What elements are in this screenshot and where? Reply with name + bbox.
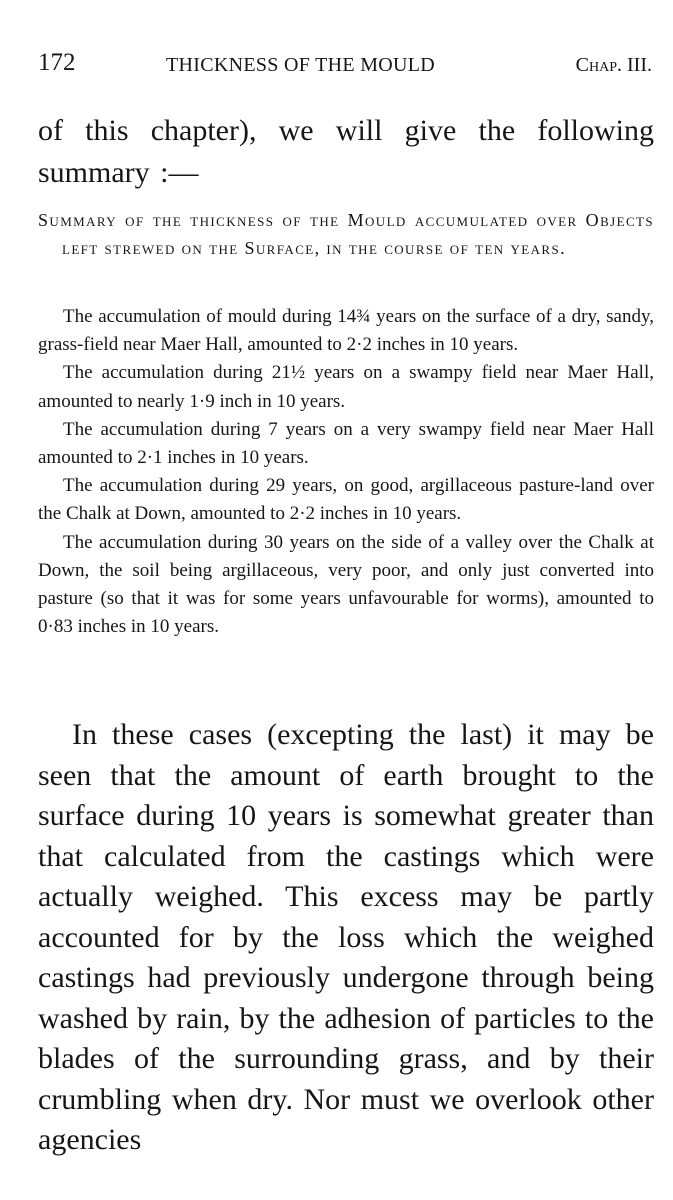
summary-item: The accumulation during 7 years on a very swampy field near Maer Hall amounted to 2·1 inches in 10 years. [38,418,654,469]
summary-list [38,303,654,641]
body-paragraph: In these cases (excepting the last) it may be seen that the amount of earth brought to the surface during 10 years is somewhat greater than that calculated from the castings which were actually weighed. This excess may be partly accounted for by the loss which the weighed castings had previously undergone through being washed by rain, by the adhesion of particles to the blades of the surrounding grass, and by their crumbling when dry. Nor must we overlook other agencies [38,718,654,1156]
running-title: THICKNESS OF THE MOULD [166,54,436,76]
continued-paragraph: of this chapter), we will give the following summary :— [38,114,654,189]
page-number: 172 [38,49,76,76]
running-header [38,46,654,80]
book-page [38,0,654,1200]
summary-item: The accumulation during 29 years, on good, argillaceous pasture-land over the Chalk at Down, amounted to 2·2 inches in 10 years. [38,475,654,525]
summary-item: The accumulation during 30 years on the side of a valley over the Chalk at Down, the soil being argillaceous, very poor, and only just converted into pasture (so that it was for some years unfavourable for worms), amounted to 0·83 inches in 10 years. [38,531,654,638]
summary-heading: Summary of the thickness of the Mould accumulated over Objects left strewed on the Surface, in the course of ten years. [38,210,654,258]
chapter-label: Chap. III. [575,54,652,76]
summary-item: The accumulation during 21½ years on a swampy field near Maer Hall, amounted to nearly 1·9 inch in 10 years. [38,362,654,412]
summary-item: The accumulation of mould during 14¾ years on the surface of a dry, sandy, grass-field near Maer Hall, amounted to 2·2 inches in 10 years. [38,306,654,356]
